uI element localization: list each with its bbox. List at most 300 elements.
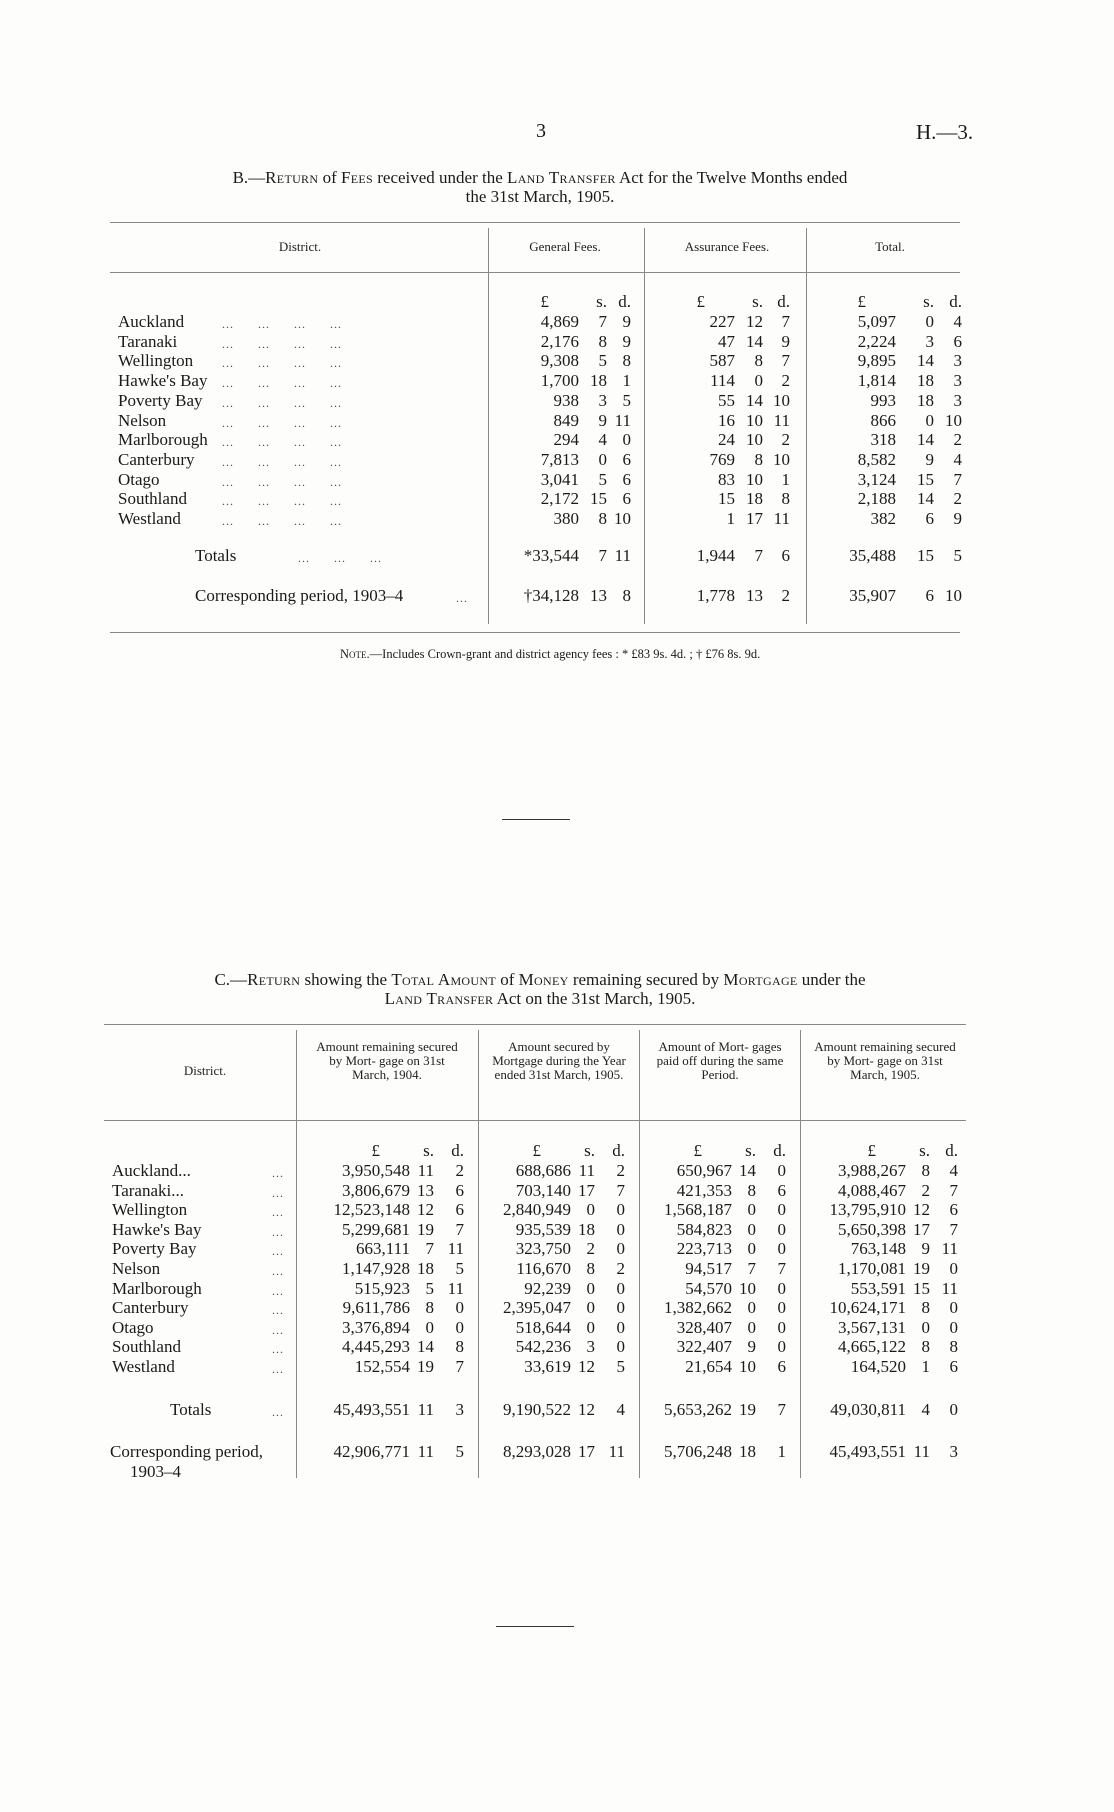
amount-pence: 7 <box>949 1220 958 1239</box>
district-name: Hawke's Bay <box>112 1220 202 1239</box>
amount-shillings: 0 <box>747 1239 756 1258</box>
amount-pounds: 9,611,786 <box>342 1298 410 1317</box>
amount-pounds: 2,176 <box>540 332 579 351</box>
section-separator <box>502 819 570 820</box>
leader-dots: ... <box>272 1205 284 1219</box>
amount-pence: 11 <box>608 1442 625 1461</box>
amount-pence: 6 <box>455 1200 464 1219</box>
amount-pounds: 15 <box>718 489 735 508</box>
amount-pounds: 938 <box>553 391 579 410</box>
corresponding-label: Corresponding period, <box>110 1442 263 1461</box>
amount-shillings: 13 <box>590 586 607 605</box>
amount-shillings: 17 <box>913 1220 930 1239</box>
amount-pence: 6 <box>455 1181 464 1200</box>
amount-pounds: 3,124 <box>857 470 896 489</box>
amount-pounds: 993 <box>870 391 896 410</box>
unit-pound: £ <box>540 292 549 311</box>
amount-pounds: 9,190,522 <box>503 1400 571 1419</box>
leader-dots: ... <box>272 1303 284 1317</box>
amount-shillings: 5 <box>598 470 607 489</box>
amount-shillings: 5 <box>598 351 607 370</box>
amount-pounds: 8,293,028 <box>503 1442 571 1461</box>
unit-shilling: s. <box>923 292 934 311</box>
amount-shillings: 6 <box>925 509 934 528</box>
amount-pence: 0 <box>616 1220 625 1239</box>
amount-shillings: 9 <box>598 411 607 430</box>
district-name: Otago <box>118 470 160 489</box>
amount-shillings: 18 <box>739 1442 756 1461</box>
totals-label: Totals <box>195 546 237 565</box>
table-b-title: B.—Return of Fees received under the Land Transfer Act for the Twelve Months ended the 31st March, 1905. <box>232 168 848 206</box>
leader-dots: ... <box>272 1284 284 1298</box>
district-name: Westland <box>112 1357 175 1376</box>
amount-pounds: 9,895 <box>857 351 896 370</box>
amount-shillings: 14 <box>917 351 934 370</box>
amount-pence: 0 <box>616 1337 625 1356</box>
district-name: Poverty Bay <box>112 1239 197 1258</box>
amount-pence: 3 <box>953 351 962 370</box>
amount-pence: 11 <box>773 411 790 430</box>
amount-pence: 3 <box>455 1400 464 1419</box>
amount-pence: 7 <box>777 1259 786 1278</box>
amount-pounds: 2,395,047 <box>503 1298 571 1317</box>
district-name: Nelson <box>112 1259 161 1278</box>
amount-pounds: 663,111 <box>356 1239 410 1258</box>
amount-pence: 2 <box>953 430 962 449</box>
amount-pence: 0 <box>616 1239 625 1258</box>
amount-pounds: 328,407 <box>676 1318 732 1337</box>
amount-shillings: 12 <box>746 312 763 331</box>
amount-pounds: 1,944 <box>696 546 735 565</box>
amount-pounds: 3,376,894 <box>342 1318 410 1337</box>
amount-pence: 10 <box>773 450 790 469</box>
leader-dots: ... <box>272 1225 284 1239</box>
unit-shilling: s. <box>423 1141 434 1160</box>
amount-pence: 8 <box>622 351 631 370</box>
amount-pounds: 542,236 <box>515 1337 571 1356</box>
district-name: Canterbury <box>118 450 195 469</box>
amount-pence: 7 <box>455 1357 464 1376</box>
amount-shillings: 14 <box>417 1337 434 1356</box>
amount-pence: 8 <box>781 489 790 508</box>
amount-pence: 4 <box>616 1400 625 1419</box>
amount-pounds: 24 <box>718 430 735 449</box>
amount-pounds: *33,544 <box>523 546 579 565</box>
column-header-remaining-1905: Amount remaining secured by Mort- gage on 31st March, 1905. <box>814 1039 956 1082</box>
amount-pounds: 1,568,187 <box>664 1200 732 1219</box>
amount-pence: 2 <box>953 489 962 508</box>
amount-shillings: 0 <box>586 1200 595 1219</box>
amount-shillings: 4 <box>921 1400 930 1419</box>
leader-dots: ... <box>272 1264 284 1278</box>
amount-pounds: 3,988,267 <box>838 1161 906 1180</box>
district-name: Taranaki <box>118 332 178 351</box>
unit-shilling: s. <box>745 1141 756 1160</box>
unit-pence: d. <box>773 1141 786 1160</box>
amount-pounds: 1,814 <box>857 371 896 390</box>
district-name: Auckland... <box>112 1161 191 1180</box>
unit-pence: d. <box>451 1141 464 1160</box>
amount-pounds: 4,869 <box>540 312 579 331</box>
amount-pounds: 47 <box>718 332 735 351</box>
district-name: Southland <box>118 489 187 508</box>
amount-pence: 5 <box>622 391 631 410</box>
document-reference: H.—3. <box>916 120 974 144</box>
amount-shillings: 19 <box>739 1400 756 1419</box>
amount-shillings: 18 <box>417 1259 434 1278</box>
amount-pounds: 1,382,662 <box>664 1298 732 1317</box>
amount-shillings: 12 <box>578 1400 595 1419</box>
amount-pence: 0 <box>777 1161 786 1180</box>
amount-pounds: 5,650,398 <box>838 1220 906 1239</box>
amount-shillings: 19 <box>913 1259 930 1278</box>
amount-pence: 11 <box>614 411 631 430</box>
amount-pounds: 83 <box>718 470 735 489</box>
amount-pounds: 866 <box>870 411 896 430</box>
amount-shillings: 18 <box>917 371 934 390</box>
unit-pound: £ <box>857 292 866 311</box>
amount-pounds: 2,840,949 <box>503 1200 571 1219</box>
amount-shillings: 10 <box>746 411 763 430</box>
district-name: Marlborough <box>118 430 208 449</box>
amount-shillings: 0 <box>747 1200 756 1219</box>
amount-shillings: 11 <box>417 1442 434 1461</box>
amount-pence: 1 <box>622 371 631 390</box>
amount-shillings: 12 <box>913 1200 930 1219</box>
amount-pence: 7 <box>781 312 790 331</box>
leader-dots: ... ... ... ... <box>222 416 342 430</box>
amount-pence: 6 <box>622 489 631 508</box>
leader-dots: ... ... ... ... <box>222 396 342 410</box>
amount-shillings: 10 <box>746 470 763 489</box>
leader-dots: ... ... ... ... <box>222 317 342 331</box>
amount-shillings: 0 <box>925 411 934 430</box>
amount-pounds: †34,128 <box>523 586 579 605</box>
amount-pounds: 152,554 <box>354 1357 410 1376</box>
amount-pence: 0 <box>949 1259 958 1278</box>
amount-pounds: 21,654 <box>685 1357 732 1376</box>
amount-pence: 0 <box>616 1298 625 1317</box>
column-header-secured-1905: Amount secured by Mortgage during the Year ended 31st March, 1905. <box>492 1039 626 1082</box>
amount-pounds: 12,523,148 <box>333 1200 410 1219</box>
amount-pence: 0 <box>455 1318 464 1337</box>
table-c-divider <box>296 1030 297 1478</box>
amount-pounds: 703,140 <box>515 1181 571 1200</box>
amount-pence: 6 <box>622 450 631 469</box>
amount-pence: 0 <box>777 1318 786 1337</box>
amount-shillings: 8 <box>921 1298 930 1317</box>
leader-dots: ... ... ... ... <box>222 514 342 528</box>
amount-shillings: 1 <box>921 1357 930 1376</box>
leader-dots: ... <box>272 1362 284 1376</box>
amount-pounds: 92,239 <box>524 1279 571 1298</box>
amount-pence: 5 <box>953 546 962 565</box>
amount-shillings: 0 <box>747 1220 756 1239</box>
amount-shillings: 0 <box>754 371 763 390</box>
amount-shillings: 8 <box>586 1259 595 1278</box>
unit-pound: £ <box>867 1141 876 1160</box>
amount-pence: 9 <box>781 332 790 351</box>
amount-pence: 2 <box>781 371 790 390</box>
amount-pence: 3 <box>953 371 962 390</box>
amount-pounds: 54,570 <box>685 1279 732 1298</box>
amount-shillings: 10 <box>739 1357 756 1376</box>
amount-shillings: 9 <box>921 1239 930 1258</box>
corresponding-label: Corresponding period, 1903–4 <box>195 586 404 605</box>
amount-shillings: 5 <box>425 1279 434 1298</box>
leader-dots: ... <box>456 591 468 605</box>
amount-pence: 0 <box>616 1200 625 1219</box>
column-header-assurance-fees: Assurance Fees. <box>684 239 770 254</box>
amount-pounds: 380 <box>553 509 579 528</box>
amount-pounds: 42,906,771 <box>333 1442 410 1461</box>
amount-shillings: 3 <box>586 1337 595 1356</box>
amount-shillings: 7 <box>747 1259 756 1278</box>
amount-shillings: 9 <box>925 450 934 469</box>
amount-pounds: 763,148 <box>850 1239 906 1258</box>
amount-pence: 11 <box>941 1239 958 1258</box>
amount-pounds: 227 <box>709 312 735 331</box>
amount-pounds: 4,445,293 <box>342 1337 410 1356</box>
amount-pounds: 2,172 <box>540 489 579 508</box>
amount-shillings: 13 <box>746 586 763 605</box>
amount-pounds: 294 <box>553 430 579 449</box>
amount-shillings: 8 <box>754 450 763 469</box>
unit-pence: d. <box>949 292 962 311</box>
amount-pence: 10 <box>945 411 962 430</box>
amount-shillings: 9 <box>747 1337 756 1356</box>
amount-pence: 8 <box>455 1337 464 1356</box>
amount-shillings: 11 <box>417 1400 434 1419</box>
amount-pounds: 9,308 <box>540 351 579 370</box>
amount-pounds: 4,088,467 <box>838 1181 906 1200</box>
unit-pound: £ <box>532 1141 541 1160</box>
amount-pounds: 421,353 <box>676 1181 732 1200</box>
page-end-separator <box>496 1626 574 1627</box>
amount-pounds: 1,700 <box>540 371 579 390</box>
table-b-top-rule <box>110 222 960 223</box>
amount-pounds: 3,950,548 <box>342 1161 410 1180</box>
amount-shillings: 0 <box>586 1279 595 1298</box>
amount-pounds: 45,493,551 <box>333 1400 410 1419</box>
district-name: Marlborough <box>112 1279 202 1298</box>
amount-pounds: 7,813 <box>540 450 579 469</box>
leader-dots: ... ... ... ... <box>222 356 342 370</box>
amount-shillings: 12 <box>578 1357 595 1376</box>
amount-pence: 6 <box>953 332 962 351</box>
amount-pounds: 16 <box>718 411 735 430</box>
amount-pence: 0 <box>616 1318 625 1337</box>
district-name: Hawke's Bay <box>118 371 208 390</box>
unit-shilling: s. <box>596 292 607 311</box>
amount-shillings: 14 <box>739 1161 756 1180</box>
amount-shillings: 2 <box>921 1181 930 1200</box>
amount-pounds: 13,795,910 <box>829 1200 906 1219</box>
amount-pence: 0 <box>455 1298 464 1317</box>
leader-dots: ... <box>272 1244 284 1258</box>
amount-shillings: 8 <box>425 1298 434 1317</box>
amount-pence: 0 <box>777 1279 786 1298</box>
amount-pence: 2 <box>781 430 790 449</box>
table-c-header-rule <box>104 1120 966 1121</box>
amount-shillings: 6 <box>925 586 934 605</box>
amount-pence: 7 <box>777 1400 786 1419</box>
amount-pence: 10 <box>773 391 790 410</box>
amount-pence: 7 <box>949 1181 958 1200</box>
amount-pence: 0 <box>777 1200 786 1219</box>
amount-shillings: 19 <box>417 1220 434 1239</box>
unit-shilling: s. <box>752 292 763 311</box>
amount-pence: 2 <box>455 1161 464 1180</box>
amount-shillings: 15 <box>590 489 607 508</box>
amount-pounds: 849 <box>553 411 579 430</box>
amount-pounds: 323,750 <box>515 1239 571 1258</box>
amount-pence: 5 <box>616 1357 625 1376</box>
amount-pence: 2 <box>781 586 790 605</box>
amount-shillings: 10 <box>746 430 763 449</box>
amount-pence: 10 <box>614 509 631 528</box>
amount-pounds: 114 <box>710 371 735 390</box>
leader-dots: ... <box>272 1405 284 1419</box>
unit-pound: £ <box>371 1141 380 1160</box>
district-name: Westland <box>118 509 181 528</box>
leader-dots: ... <box>272 1342 284 1356</box>
amount-shillings: 14 <box>917 489 934 508</box>
amount-pence: 9 <box>953 509 962 528</box>
amount-pounds: 935,539 <box>515 1220 571 1239</box>
leader-dots: ... ... ... ... <box>222 475 342 489</box>
amount-pounds: 584,823 <box>676 1220 732 1239</box>
column-header-total: Total. <box>875 239 905 254</box>
amount-pence: 8 <box>622 586 631 605</box>
amount-pence: 2 <box>616 1259 625 1278</box>
amount-pounds: 55 <box>718 391 735 410</box>
amount-pence: 6 <box>949 1200 958 1219</box>
amount-pounds: 5,299,681 <box>342 1220 410 1239</box>
amount-pounds: 35,907 <box>849 586 896 605</box>
amount-shillings: 18 <box>590 371 607 390</box>
amount-shillings: 19 <box>417 1357 434 1376</box>
district-name: Otago <box>112 1318 154 1337</box>
amount-shillings: 7 <box>598 312 607 331</box>
column-header-district: District. <box>183 1063 227 1078</box>
amount-pounds: 587 <box>709 351 735 370</box>
amount-shillings: 8 <box>921 1337 930 1356</box>
amount-shillings: 7 <box>425 1239 434 1258</box>
amount-shillings: 3 <box>598 391 607 410</box>
district-name: Poverty Bay <box>118 391 203 410</box>
amount-pounds: 4,665,122 <box>838 1337 906 1356</box>
column-header-paid-off: Amount of Mort- gages paid off during the same Period. <box>656 1039 784 1082</box>
amount-shillings: 2 <box>586 1239 595 1258</box>
amount-pounds: 1,170,081 <box>838 1259 906 1278</box>
amount-pounds: 223,713 <box>676 1239 732 1258</box>
amount-pounds: 116,670 <box>516 1259 571 1278</box>
district-name: Southland <box>112 1337 181 1356</box>
table-c-top-rule <box>104 1024 966 1025</box>
amount-pounds: 2,224 <box>857 332 896 351</box>
column-header-remaining-1904: Amount remaining secured by Mort- gage on 31st March, 1904. <box>316 1039 458 1082</box>
amount-shillings: 8 <box>598 509 607 528</box>
amount-pounds: 5,653,262 <box>664 1400 732 1419</box>
table-b-bottom-rule <box>110 632 960 633</box>
unit-pence: d. <box>777 292 790 311</box>
amount-pounds: 5,097 <box>857 312 896 331</box>
amount-shillings: 0 <box>586 1318 595 1337</box>
amount-pence: 0 <box>777 1337 786 1356</box>
amount-pence: 6 <box>777 1357 786 1376</box>
amount-shillings: 8 <box>598 332 607 351</box>
amount-pence: 9 <box>622 312 631 331</box>
amount-pence: 7 <box>455 1220 464 1239</box>
amount-pence: 6 <box>622 470 631 489</box>
amount-shillings: 18 <box>746 489 763 508</box>
totals-label: Totals <box>170 1400 212 1419</box>
amount-pence: 0 <box>616 1279 625 1298</box>
amount-shillings: 10 <box>739 1279 756 1298</box>
amount-pence: 5 <box>455 1442 464 1461</box>
amount-shillings: 14 <box>917 430 934 449</box>
amount-pounds: 2,188 <box>857 489 896 508</box>
amount-shillings: 0 <box>747 1298 756 1317</box>
amount-pence: 10 <box>945 586 962 605</box>
amount-pence: 5 <box>455 1259 464 1278</box>
column-header-district: District. <box>278 239 322 254</box>
amount-pounds: 322,407 <box>676 1337 732 1356</box>
amount-shillings: 18 <box>917 391 934 410</box>
amount-pounds: 49,030,811 <box>830 1400 906 1419</box>
amount-pounds: 382 <box>870 509 896 528</box>
page-number: 3 <box>536 120 546 142</box>
amount-pounds: 769 <box>709 450 735 469</box>
amount-shillings: 15 <box>913 1279 930 1298</box>
amount-shillings: 17 <box>578 1442 595 1461</box>
amount-shillings: 15 <box>917 546 934 565</box>
unit-pence: d. <box>945 1141 958 1160</box>
amount-pence: 11 <box>941 1279 958 1298</box>
amount-pounds: 1,147,928 <box>342 1259 410 1278</box>
amount-shillings: 17 <box>578 1181 595 1200</box>
amount-pence: 8 <box>949 1337 958 1356</box>
amount-shillings: 3 <box>925 332 934 351</box>
corresponding-label-year: 1903–4 <box>130 1462 181 1481</box>
amount-shillings: 8 <box>921 1161 930 1180</box>
amount-pounds: 3,806,679 <box>342 1181 410 1200</box>
amount-pounds: 518,644 <box>515 1318 571 1337</box>
unit-pound: £ <box>696 292 705 311</box>
district-name: Wellington <box>118 351 194 370</box>
amount-pounds: 515,923 <box>354 1279 410 1298</box>
amount-shillings: 8 <box>747 1181 756 1200</box>
unit-pence: d. <box>612 1141 625 1160</box>
table-c-title: C.—Return showing the Total Amount of Money remaining secured by Mortgage under the Land Transfer Act on the 31st March, 1905. <box>214 970 866 1008</box>
amount-shillings: 7 <box>598 546 607 565</box>
amount-pence: 3 <box>949 1442 958 1461</box>
amount-pence: 11 <box>447 1279 464 1298</box>
amount-pounds: 1 <box>726 509 735 528</box>
district-name: Auckland <box>118 312 185 331</box>
amount-shillings: 0 <box>598 450 607 469</box>
leader-dots: ... ... ... ... <box>222 337 342 351</box>
amount-shillings: 11 <box>578 1161 595 1180</box>
amount-pence: 3 <box>953 391 962 410</box>
leader-dots: ... ... ... ... <box>222 376 342 390</box>
amount-pence: 6 <box>781 546 790 565</box>
amount-shillings: 0 <box>921 1318 930 1337</box>
amount-pence: 11 <box>447 1239 464 1258</box>
amount-pence: 1 <box>777 1442 786 1461</box>
amount-pence: 0 <box>777 1220 786 1239</box>
